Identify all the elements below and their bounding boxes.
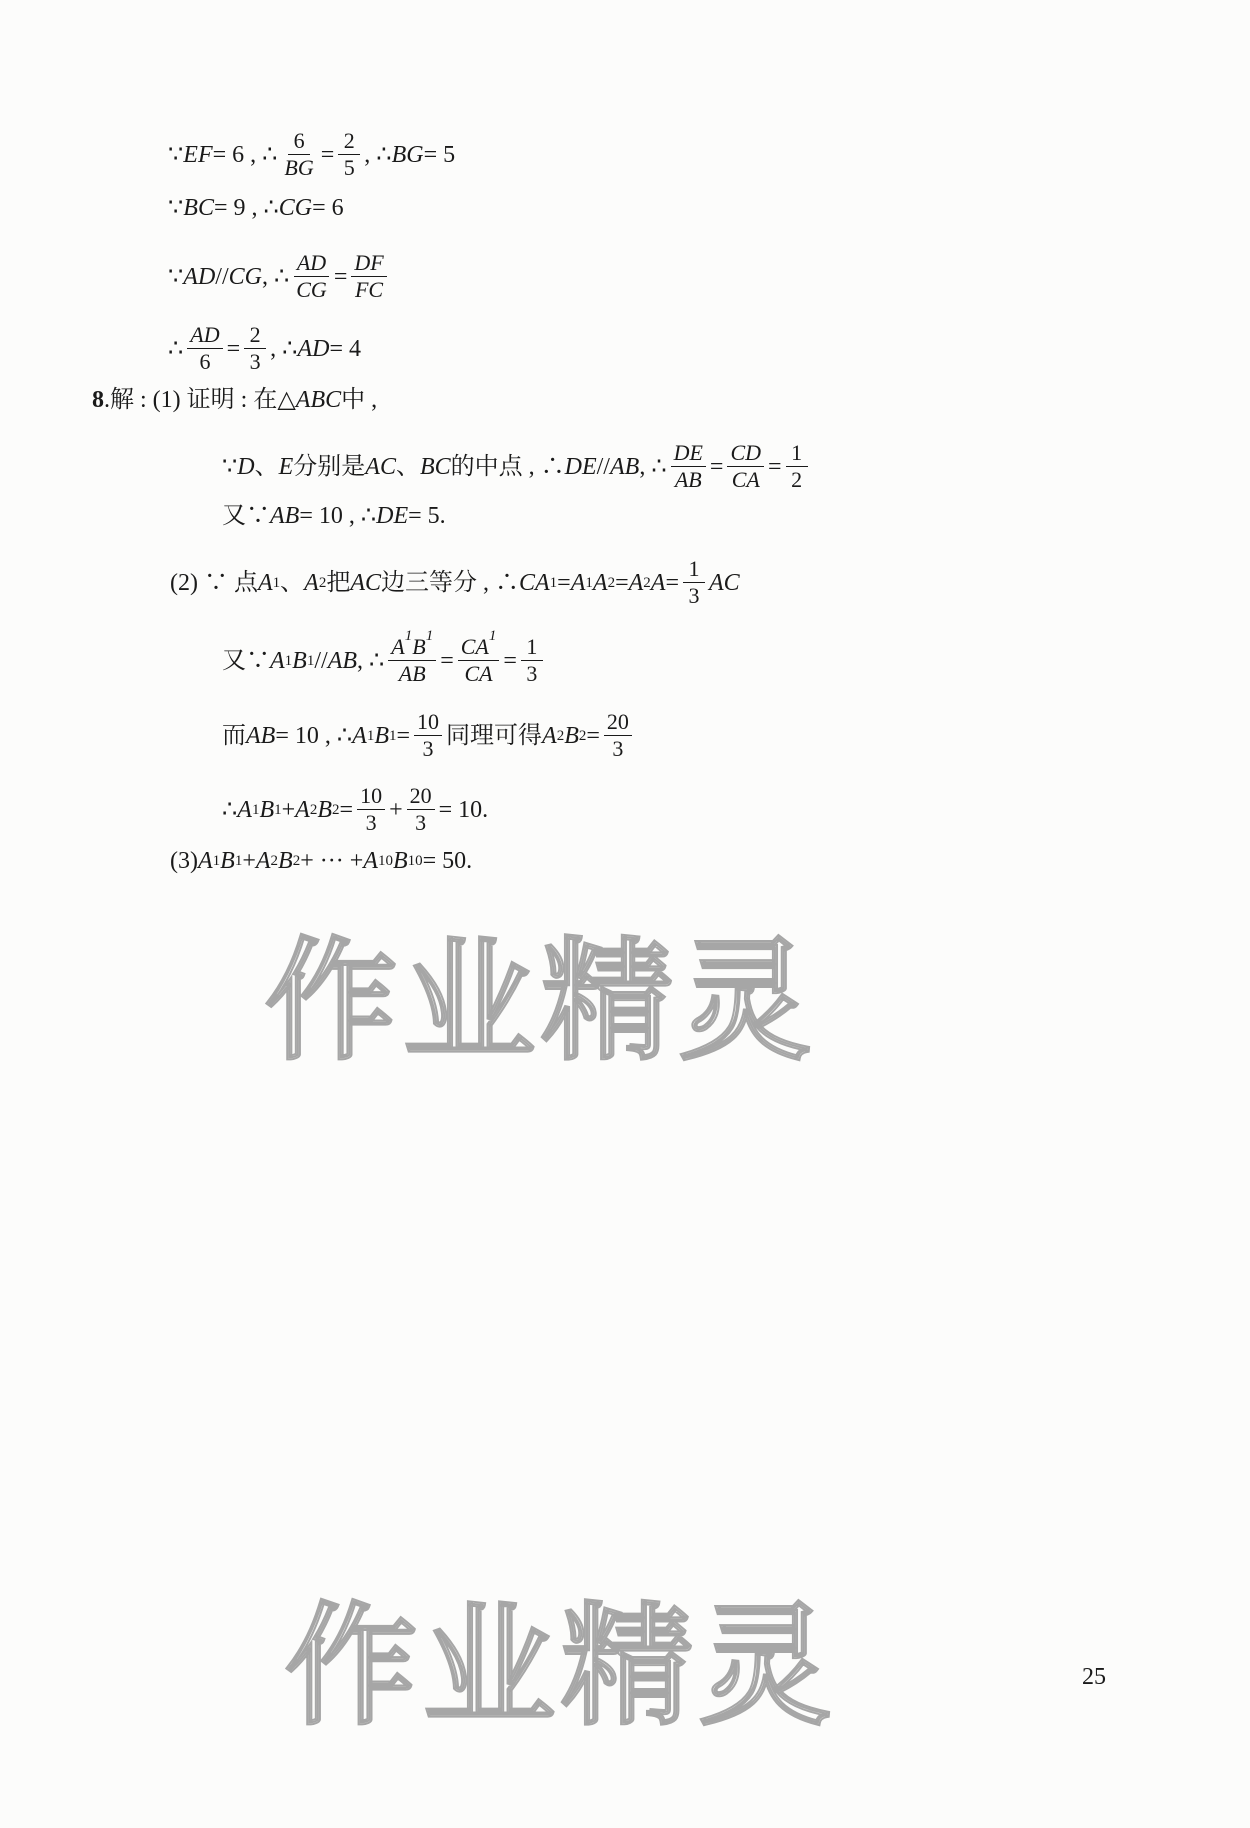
numerator: DE — [671, 442, 706, 467]
math-var: BG — [391, 141, 424, 168]
fraction — [357, 785, 385, 834]
math-var: B — [564, 722, 579, 749]
denominator: 2 — [791, 467, 803, 492]
fraction — [604, 711, 632, 760]
text: + — [389, 796, 403, 823]
text: = — [333, 263, 348, 290]
denominator: CA — [731, 467, 760, 492]
text: , ∴ — [639, 453, 667, 480]
numerator: 1 — [786, 442, 808, 467]
math-var: EF — [183, 141, 213, 168]
math-var: BC — [183, 195, 214, 221]
fraction — [727, 442, 764, 491]
text: = — [586, 722, 600, 749]
fraction — [407, 785, 435, 834]
text: 而 — [222, 722, 246, 749]
math-var: AB — [327, 647, 358, 674]
math-var: B — [259, 796, 275, 823]
math-var: A — [363, 848, 378, 874]
text: + — [242, 848, 256, 874]
math-var: B — [292, 647, 307, 674]
text: 的中点 , ∴ — [450, 453, 565, 480]
text: = — [615, 569, 629, 596]
math-var: AC — [350, 569, 381, 596]
fraction — [671, 442, 706, 491]
text: = — [557, 569, 571, 596]
text: = — [320, 141, 335, 168]
fraction — [244, 324, 266, 373]
denominator: CA — [464, 661, 493, 686]
math-var: AB — [246, 722, 276, 749]
text: . — [104, 387, 110, 413]
math-var: ABC — [295, 387, 342, 413]
text: , ∴ — [357, 647, 385, 674]
text: 分别是 — [293, 453, 366, 480]
denominator: BG — [284, 155, 314, 180]
math-var: B — [278, 848, 293, 874]
fraction — [521, 636, 543, 685]
fraction — [351, 252, 386, 301]
text: = — [226, 335, 241, 362]
math-var: A — [237, 796, 252, 823]
numerator: AD — [187, 324, 222, 349]
math-var: B — [374, 722, 389, 749]
numerator — [458, 628, 500, 661]
denominator: 3 — [249, 349, 261, 374]
text: = — [709, 453, 724, 480]
numerator: 10 — [357, 785, 385, 810]
text: ∵ — [222, 453, 238, 480]
text: = — [768, 453, 782, 480]
solution-line-8: (2) ∵ 点 A 1 、 A 2 把 AC 边三等分 , ∴ CA 1 = A 1 A 2 = A 2 A = $\frac{1}{3}$ AC — [170, 556, 740, 608]
math-var: A — [304, 569, 319, 596]
text: ∵ — [168, 141, 184, 168]
math-var: A — [628, 569, 644, 596]
text: ∵ — [168, 195, 184, 221]
fraction — [281, 130, 316, 179]
subscript: 1 — [404, 628, 413, 644]
denominator: 3 — [526, 661, 538, 686]
denominator: FC — [354, 277, 384, 302]
page-number: 25 — [1082, 1664, 1106, 1690]
math-var: A — [542, 722, 557, 749]
math-var: A — [295, 796, 310, 823]
numerator: 20 — [407, 785, 435, 810]
text: = 4 — [329, 335, 361, 362]
text: 又∵ — [222, 503, 270, 529]
fraction — [414, 711, 442, 760]
math-var: B — [317, 796, 333, 823]
solution-line-2 — [168, 193, 344, 223]
math-var: AC — [365, 453, 396, 480]
denominator: 3 — [365, 810, 377, 835]
math-var: E — [278, 453, 294, 480]
solution-line-6 — [222, 442, 812, 491]
denominator: 5 — [343, 155, 355, 180]
math-var: AD — [183, 263, 216, 290]
text: 边三等分 , ∴ — [381, 569, 519, 596]
denominator: AB — [674, 467, 702, 492]
solution-line-9: 又∵ A 1 B 1 // AB , ∴ A 1 B 1 AB = CA 1 CA = $\frac{1}{3}$ — [222, 636, 547, 685]
math-var: A — [255, 848, 271, 874]
numerator: 10 — [414, 711, 442, 736]
text: (2) ∵ 点 — [170, 569, 258, 596]
watermark-top: 作业精灵 — [265, 925, 817, 1079]
text: = 6 — [312, 195, 344, 221]
math-var: A — [352, 722, 367, 749]
subscript: 1 — [488, 628, 497, 644]
numerator: AD — [294, 252, 329, 277]
solution-line-11: ∴ A 1 B 1 + A 2 B 2 = $\frac{10}{3}$ + $\frac{20}{3}$ = 10. — [222, 783, 489, 835]
denominator: 3 — [422, 736, 434, 761]
text: (3) — [170, 848, 198, 874]
denominator: 3 — [415, 810, 427, 835]
numerator: CD — [727, 442, 764, 467]
text: 把 — [326, 569, 351, 596]
solution-line-1 — [168, 130, 455, 179]
numerator: 2 — [244, 324, 266, 349]
math-var: AB — [270, 503, 300, 529]
math-var: D — [237, 453, 255, 480]
text: // — [596, 453, 610, 480]
fraction — [293, 252, 330, 301]
fraction — [338, 130, 360, 179]
numerator: 1 — [521, 636, 543, 661]
text: = 10. — [438, 796, 489, 823]
math-var: CA — [519, 569, 550, 596]
numerator: 1 — [683, 558, 705, 583]
solution-line-12: (3) A 1 B 1 + A 2 B 2 + ··· + A 10 B 10 = 50. — [170, 848, 473, 874]
math-var: A — [257, 569, 273, 596]
math-var: A — [592, 569, 608, 596]
solution-line-3 — [168, 252, 391, 301]
text: ∴ — [168, 335, 184, 362]
solution-line-4 — [168, 324, 361, 373]
math-var: A — [650, 569, 666, 596]
denominator: 6 — [199, 349, 211, 374]
denominator: CG — [296, 277, 327, 302]
watermark-bottom: 作业精灵 — [285, 1590, 837, 1744]
math-var: AB — [609, 453, 640, 480]
math-var: AC — [709, 569, 740, 596]
text: = 9 , ∴ — [213, 195, 279, 221]
denominator: 3 — [688, 583, 700, 608]
text: = 6 , ∴ — [212, 141, 278, 168]
math-var: A — [570, 569, 586, 596]
math-var: B — [220, 848, 235, 874]
text: 、 — [395, 453, 420, 480]
text: // — [314, 647, 328, 674]
text: + — [281, 796, 296, 823]
question-8-heading — [92, 385, 377, 415]
text: = 10 , ∴ — [299, 503, 377, 529]
subscript: 1 — [425, 628, 434, 644]
math-var: DE — [564, 453, 597, 480]
question-number: 8 — [92, 387, 104, 413]
math-var: BC — [419, 453, 451, 480]
text: // — [215, 263, 229, 290]
text: + ··· + — [300, 848, 364, 874]
numerator: 6 — [288, 130, 310, 155]
text: , ∴ — [364, 141, 392, 168]
text: , ∴ — [261, 263, 290, 290]
numerator: 2 — [338, 130, 360, 155]
math-var: AD — [297, 335, 330, 362]
text: 同理可得 — [446, 722, 543, 749]
text: = — [440, 647, 454, 674]
math-var: CG — [278, 195, 313, 221]
numerator: 20 — [604, 711, 632, 736]
math-var: A — [391, 634, 405, 659]
fraction — [786, 442, 808, 491]
text: = 5. — [408, 503, 446, 529]
fraction — [187, 324, 222, 373]
text: = 50. — [422, 848, 473, 874]
text: ∴ — [222, 796, 238, 823]
math-var: A — [270, 647, 285, 674]
denominator: AB — [398, 661, 426, 686]
text: 又∵ — [222, 647, 270, 674]
math-var: DE — [376, 503, 409, 529]
text: 、 — [280, 569, 305, 596]
math-var: CA — [460, 634, 489, 659]
solution-line-7 — [222, 501, 446, 531]
fraction — [388, 628, 436, 686]
text: 、 — [254, 453, 279, 480]
solution-line-10: 而 AB = 10 , ∴ A 1 B 1 = $\frac{10}{3}$ 同理可得 A 2 B 2 = $\frac{20}{3}$ — [222, 711, 636, 760]
text: = 10 , ∴ — [275, 722, 353, 749]
math-var: B — [412, 634, 426, 659]
text: ∵ — [168, 263, 184, 290]
math-var: A — [197, 848, 213, 874]
numerator: DF — [351, 252, 386, 277]
math-var: CG — [228, 263, 262, 290]
text: 解 : (1) 证明 : 在△ — [110, 387, 296, 413]
denominator: 3 — [612, 736, 624, 761]
fraction — [683, 558, 705, 607]
text: , ∴ — [270, 335, 298, 362]
numerator — [388, 628, 436, 661]
math-var: B — [392, 848, 408, 874]
text: = — [503, 647, 517, 674]
text: = 5 — [423, 141, 456, 168]
fraction — [458, 628, 500, 686]
text: = — [665, 569, 679, 596]
text: = — [339, 796, 354, 823]
text: 中 , — [341, 387, 378, 413]
text: = — [396, 722, 411, 749]
